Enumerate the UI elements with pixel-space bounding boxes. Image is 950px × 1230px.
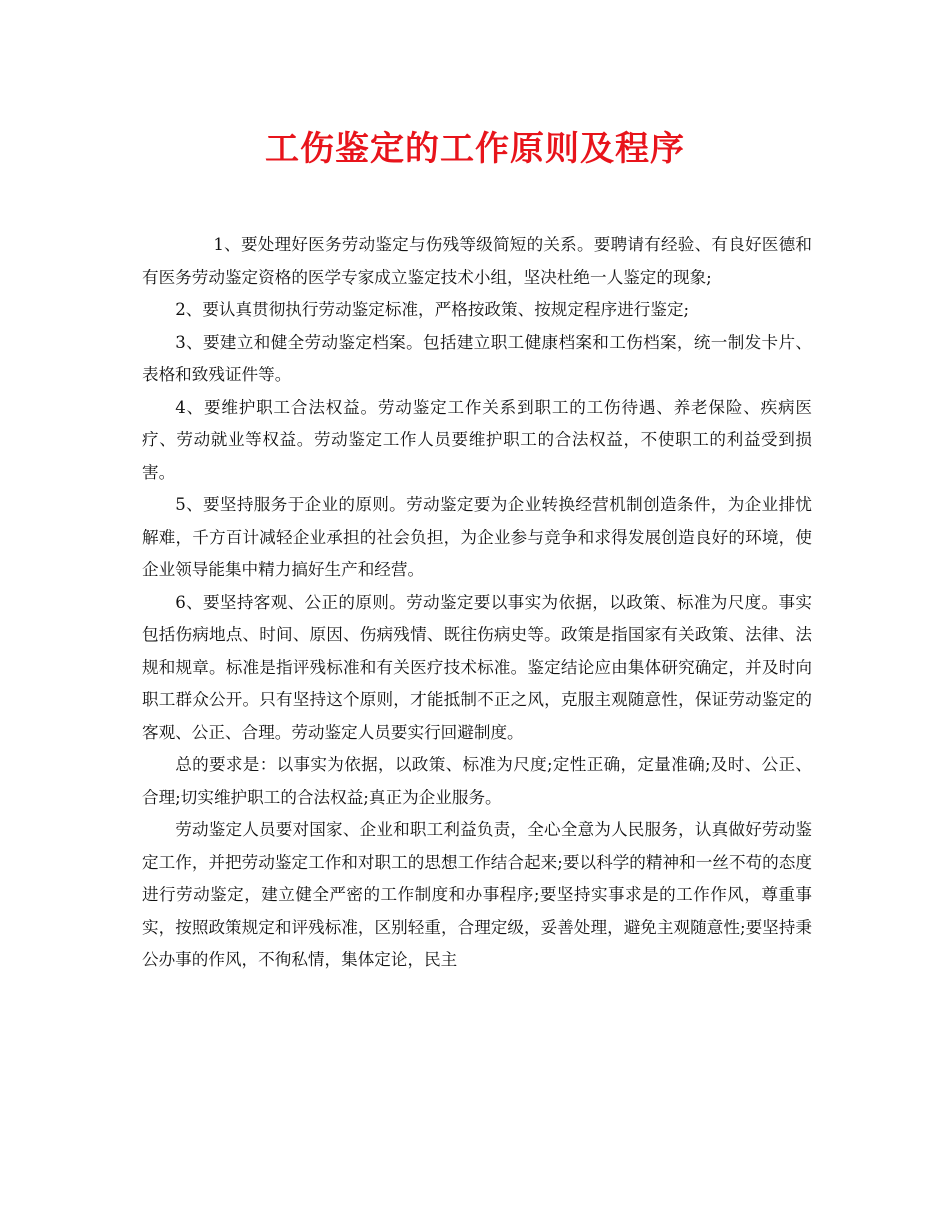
paragraph-staff-duties: 劳动鉴定人员要对国家、企业和职工利益负责，全心全意为人民服务，认真做好劳动鉴定工作，并把劳动鉴定工作和对职工的思想工作结合起来;要以科学的精神和一丝不苟的态度进行劳动鉴定，建立健全严密的工作制度和办事程序;要坚持实事求是的工作作风，尊重事实，按照政策规定和评残标准，区别轻重，合理定级，妥善处理，避免主观随意性;要坚持秉公办事的作风，不徇私情，集体定论，民主	[142, 820, 812, 969]
paragraph-5: 5、要坚持服务于企业的原则。劳动鉴定要为企业转换经营机制创造条件，为企业排忧解难，千方百计减轻企业承担的社会负担，为企业参与竞争和求得发展创造良好的环境，使企业领导能集中精力搞好生产和经营。	[142, 495, 812, 579]
document-title: 工伤鉴定的工作原则及程序	[265, 129, 685, 169]
paragraph-4: 4、要维护职工合法权益。劳动鉴定工作关系到职工的工伤待遇、养老保险、疾病医疗、劳动就业等权益。劳动鉴定工作人员要维护职工的合法权益，不使职工的利益受到损害。	[142, 397, 812, 482]
paragraph-summary: 总的要求是：以事实为依据，以政策、标准为尺度;定性正确，定量准确;及时、公正、合理;切实维护职工的合法权益;真正为企业服务。	[142, 755, 812, 807]
paragraph-1: 1、要处理好医务劳动鉴定与伤残等级简短的关系。要聘请有经验、有良好医德和有医务劳动鉴定资格的医学专家成立鉴定技术小组，坚决杜绝一人鉴定的现象;	[142, 235, 812, 287]
paragraph-6: 6、要坚持客观、公正的原则。劳动鉴定要以事实为依据，以政策、标准为尺度。事实包括伤病地点、时间、原因、伤病残情、既往伤病史等。政策是指国家有关政策、法律、法规和规章。标准是指评残标准和有关医疗技术标准。鉴定结论应由集体研究确定，并及时向职工群众公开。只有坚持这个原则，才能抵制不正之风，克服主观随意性，保证劳动鉴定的客观、公正、合理。劳动鉴定人员要实行回避制度。	[142, 592, 812, 742]
document-body	[142, 229, 812, 977]
paragraph-2: 2、要认真贯彻执行劳动鉴定标准，严格按政策、按规定程序进行鉴定;	[175, 300, 690, 319]
paragraph-3: 3、要建立和健全劳动鉴定档案。包括建立职工健康档案和工伤档案，统一制发卡片、表格和致残证件等。	[142, 332, 812, 384]
